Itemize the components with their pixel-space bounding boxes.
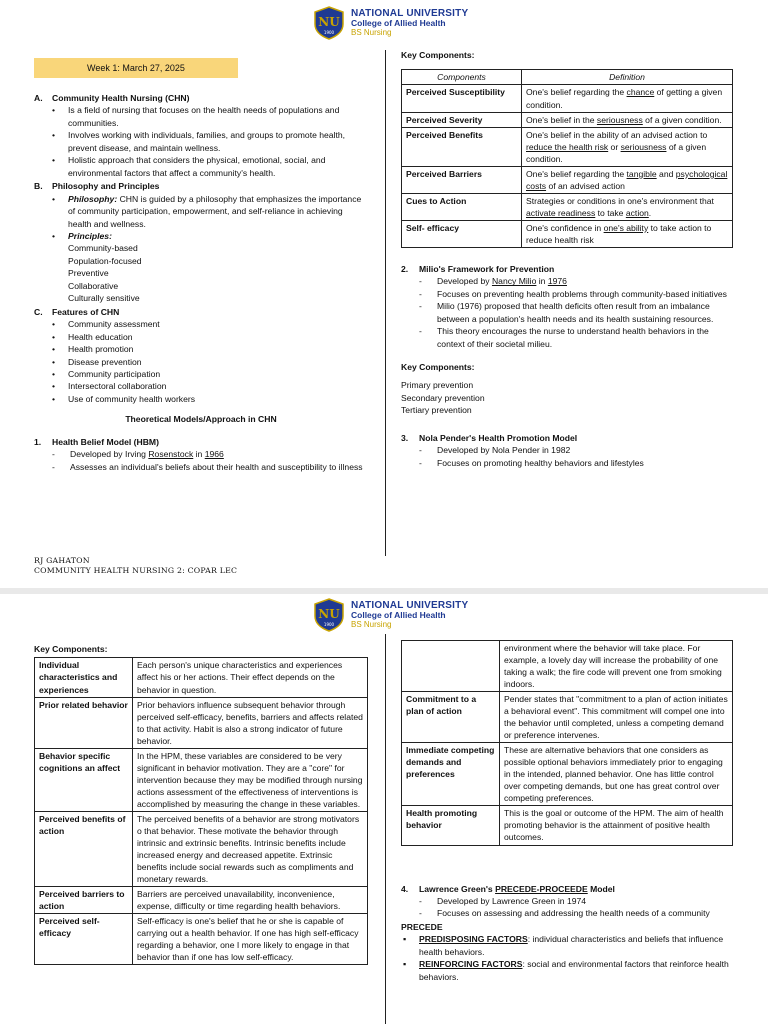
table-row: Behavior specific cognitions an affect In the HPM, these variables are considered to be very significant in behavior motivation. They are a "core" for intervention because they may be modified through nursing actions assessment of the effectiveness of interventions is accomplished by measuring the change in these variables. (35, 748, 368, 811)
table-row: Perceived Susceptibility One's belief regarding the chance of getting a given condition. (402, 85, 733, 112)
models-heading: Theoretical Models/Approach in CHN (125, 414, 277, 425)
precede-heading: PRECEDE (401, 921, 443, 932)
page2-right-column (401, 640, 733, 983)
svg-text:NU: NU (318, 607, 340, 621)
table-row: Immediate competing demands and preferences These are alternative behaviors that one considers as possible optional behaviors immediately prior to engaging in the intended, planned behavior. One has little control over competing demands, but one has great control over competing preferences. (402, 743, 733, 806)
list-item: - Focuses on preventing health problems through community-based initiatives (401, 288, 733, 300)
page2-left-column (34, 642, 368, 965)
section-b-heading: B. Philosophy and Principles (34, 181, 160, 192)
column-divider (385, 634, 386, 1024)
hpm-components-table-continued (401, 640, 733, 846)
list-item: - Developed by Nola Pender in 1982 (401, 444, 733, 456)
table-row: Perceived self-efficacy Self-efficacy is one's belief that he or she is capable of carrying out a health behavior. If one has high self-efficacy regarding a behavior, one I more likely to engage in that behavior than if one has low self-efficacy. (35, 914, 368, 965)
milio-heading: 2. Milio's Framework for Prevention (401, 263, 555, 274)
prevention-item: Primary prevention (401, 380, 474, 391)
hpm-components-table (34, 657, 368, 965)
principle-item: Collaborative (68, 280, 119, 291)
svg-text:NU: NU (318, 15, 340, 29)
table-row: Prior related behavior Prior behaviors influence subsequent behavior through perceived self-efficacy, benefits, barriers and affects related to that activity. Habit is also a strong indicator of future behavior. (35, 697, 368, 748)
table-header-row (402, 70, 733, 85)
column-divider (385, 50, 386, 556)
college-name: College of Allied Health (351, 18, 446, 29)
list-item: • Community assessment (34, 318, 368, 330)
key-components-heading: Key Components: (401, 50, 475, 60)
table-row: Commitment to a plan of action Pender states that "commitment to a plan of action initiates a behavioral event". This commitment will compel one into the behavior until completed, unless a competing demand or preference intervenes. (402, 692, 733, 743)
hbm-components-table (401, 69, 733, 247)
page-footer (34, 556, 237, 575)
list-item: • Intersectoral collaboration (34, 380, 368, 392)
list-item: - Focuses on promoting healthy behaviors and lifestyles (401, 457, 733, 469)
prevention-item: Secondary prevention (401, 392, 485, 403)
college-name: College of Allied Health (351, 610, 446, 621)
program-name: BS Nursing (351, 27, 392, 37)
footer-course: COMMUNITY HEALTH NURSING 2: COPAR LEC (34, 565, 238, 575)
university-header (312, 6, 468, 40)
list-item: - Focuses on assessing and addressing the health needs of a community (401, 907, 733, 919)
page1-left-column (34, 58, 368, 473)
table-row: Perceived Benefits One's belief in the ability of an advised action to reduce the health risk or seriousness of a given condition. (402, 127, 733, 166)
hbm-heading: 1. Health Belief Model (HBM) (34, 436, 159, 447)
document-page-2 (0, 594, 768, 1024)
list-item: • Holistic approach that considers the physical, emotional, social, and environmental factors that affect a community's health. (34, 154, 368, 179)
milio-developer: - Developed by Nancy Milio in 1976 (401, 275, 733, 287)
key-components-heading: Key Components: (34, 644, 108, 654)
principles-item: • Principles: (34, 230, 368, 242)
table-row: Perceived benefits of action The perceived benefits of a behavior are strong motivators o that behavior. These motivate the behavior through intrinsic and extrinsic benefits. Intrinsic benefits include increased energy and decreased appetite. Extrinsic benefits include social rewards such as compliments and monetary rewards. (35, 811, 368, 886)
svg-text:1900: 1900 (323, 622, 335, 627)
university-name: NATIONAL UNIVERSITY (351, 8, 469, 20)
list-item: • Involves working with individuals, families, and groups to promote health, prevent disease, and maintain wellness. (34, 129, 368, 154)
list-item: - This theory encourages the nurse to understand health behaviors in the context of their societal milieu. (401, 325, 733, 350)
table-row: Health promoting behavior This is the goal or outcome of the HPM. The aim of health promoting behavior is the attainment of positive health outcomes. (402, 806, 733, 845)
week-banner: Week 1: March 27, 2025 (34, 58, 238, 78)
list-item: • Disease prevention (34, 356, 368, 368)
table-row: Self- efficacy One's confidence in one's ability to take action to reduce health risk (402, 220, 733, 247)
page1-right-column (401, 48, 733, 469)
principle-item: Population-focused (68, 255, 142, 266)
principle-item: Culturally sensitive (68, 293, 140, 304)
list-item: • Health education (34, 331, 368, 343)
green-heading: 4. Lawrence Green's PRECEDE-PROCEEDE Model (401, 883, 615, 894)
table-header-components: Components (402, 70, 522, 85)
university-header (312, 598, 468, 632)
list-item: • Use of community health workers (34, 393, 368, 405)
table-row: Perceived barriers to action Barriers are perceived unavailability, inconvenience, expense, difficulty or time regarding health behaviors. (35, 887, 368, 914)
philosophy-item: • Philosophy: CHN is guided by a philosophy that emphasizes the importance of community participation, empowerment, and self-reliance in achieving health and wellness. (34, 193, 368, 230)
university-name: NATIONAL UNIVERSITY (351, 600, 469, 612)
list-item: • Is a field of nursing that focuses on the health needs of populations and communities. (34, 104, 368, 129)
table-row: Individual characteristics and experiences Each person's unique characteristics and experiences affect his or her actions. Their effect depends on the behavior in question. (35, 658, 368, 697)
table-row: Perceived Severity One's belief in the seriousness of a given condition. (402, 112, 733, 127)
footer-author: RJ GAHATON (34, 556, 90, 565)
svg-text:1900: 1900 (323, 30, 335, 35)
principle-item: Community-based (68, 243, 138, 254)
list-item: - Milio (1976) proposed that health deficits often result from an imbalance between a population's health needs and its health sustaining resources. (401, 300, 733, 325)
table-header-definition: Definition (522, 70, 733, 85)
university-seal-icon (312, 598, 346, 632)
table-row: environment where the behavior will take place. For example, a lovely day will increase the probability of one taking a walk; the fire code will prevent one from smoking indoors. (402, 641, 733, 692)
principle-item: Preventive (68, 268, 109, 279)
milio-key-components-heading: Key Components: (401, 362, 475, 373)
section-c-heading: C. Features of CHN (34, 306, 120, 317)
factor-item: ▪ REINFORCING FACTORS: social and environmental factors that reinforce health behaviors. (401, 958, 733, 983)
pender-heading: 3. Nola Pender's Health Promotion Model (401, 432, 578, 443)
section-a-heading: A. Community Health Nursing (CHN) (34, 93, 190, 103)
prevention-item: Tertiary prevention (401, 405, 472, 416)
table-row: Cues to Action Strategies or conditions in one's environment that activate readiness to take action. (402, 193, 733, 220)
hbm-developer: - Developed by Irving Rosenstock in 1966 (34, 448, 368, 460)
hbm-description: - Assesses an individual's beliefs about their health and susceptibility to illness (34, 461, 368, 473)
list-item: • Health promotion (34, 343, 368, 355)
list-item: • Community participation (34, 368, 368, 380)
list-item: - Developed by Lawrence Green in 1974 (401, 895, 733, 907)
program-name: BS Nursing (351, 619, 392, 629)
table-row: Perceived Barriers One's belief regarding the tangible and psychological costs of an advised action (402, 166, 733, 193)
factor-item: ▪ PREDISPOSING FACTORS: individual characteristics and beliefs that influence health behaviors. (401, 933, 733, 958)
university-seal-icon (312, 6, 346, 40)
